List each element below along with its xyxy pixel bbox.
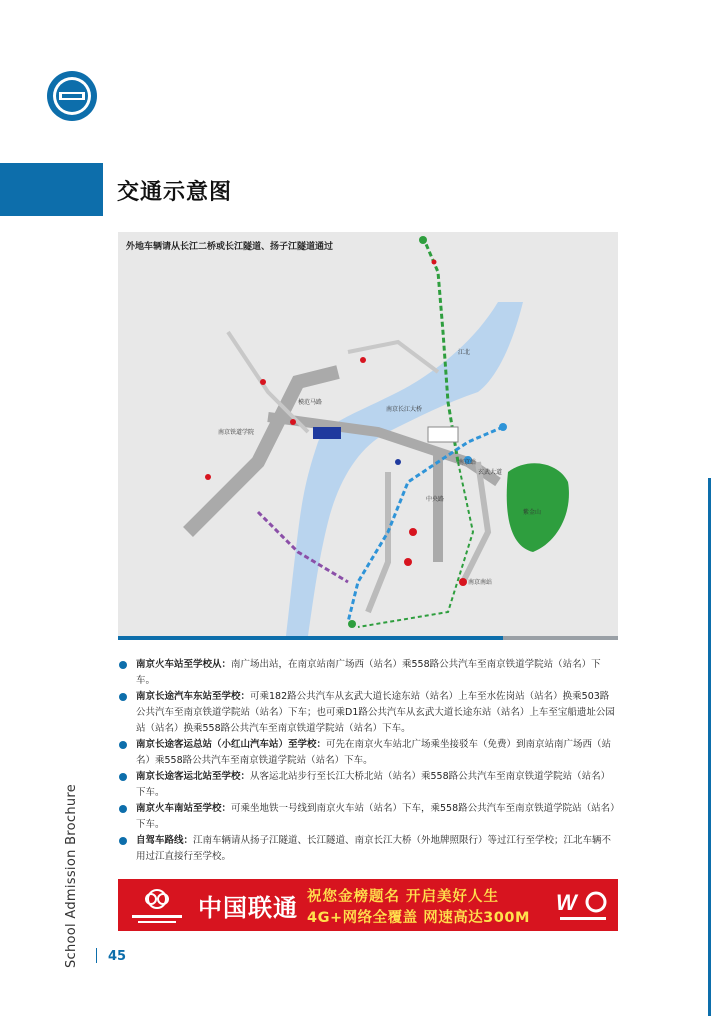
side-brochure-text: School Admission Brochure bbox=[64, 783, 79, 968]
bullet-icon bbox=[119, 741, 127, 749]
title-accent-bar bbox=[0, 163, 103, 216]
ad-slogan-line1: 祝您金榜题名 开启美好人生 bbox=[307, 889, 500, 905]
map-label-zijin: 紫金山 bbox=[523, 509, 542, 516]
map-label-zhongyang: 中央路 bbox=[426, 496, 445, 503]
map-bottom-rule bbox=[118, 636, 618, 640]
wo-logo-icon bbox=[554, 884, 612, 926]
list-item: 自驾车路线：江南车辆请从扬子江隧道、长江隧道、南京长江大桥（外地牌照限行）等过江行至学校；江北车辆不用过江直接行至学校。 bbox=[118, 833, 618, 865]
bullet-icon bbox=[119, 837, 127, 845]
map-label-south-station: 南京南站 bbox=[468, 579, 493, 586]
map-label-station: 南京站 bbox=[458, 459, 477, 466]
page-number: 45 bbox=[108, 949, 127, 964]
map-label-bridge: 南京长江大桥 bbox=[386, 406, 423, 413]
svg-text:W: W bbox=[556, 890, 577, 915]
list-item: 南京长途客运北站至学校：从客运北站步行至长江大桥北站（站名）乘558路公共汽车至南京铁道学院站（站名）下车。 bbox=[118, 769, 618, 801]
unicom-ad-banner[interactable] bbox=[118, 879, 618, 931]
school-emblem-icon bbox=[46, 70, 98, 122]
bullet-icon bbox=[119, 693, 127, 701]
map-label-destination: 南京铁道学院 bbox=[218, 429, 255, 436]
page-number-separator bbox=[96, 948, 97, 963]
bullet-icon bbox=[119, 773, 127, 781]
map-label-mofan: 模范马路 bbox=[298, 399, 323, 406]
map-drawing bbox=[118, 232, 618, 636]
map-note: 外地车辆请从长江二桥或长江隧道、扬子江隧道通过 bbox=[126, 242, 334, 252]
map-label-jiangbei: 江北 bbox=[458, 349, 471, 356]
unicom-knot-icon bbox=[124, 883, 190, 927]
map-label-xuanwu: 玄武大道 bbox=[478, 469, 503, 476]
ad-slogan-line2: 4G+网络全覆盖 网速高达300M bbox=[307, 910, 530, 926]
bullet-icon bbox=[119, 805, 127, 813]
bullet-icon bbox=[119, 661, 127, 669]
list-item: 南京火车站至学校从：南广场出站，在南京站南广场西（站名）乘558路公共汽车至南京铁道学院站（站名）下车。 bbox=[118, 657, 618, 689]
page-title: 交通示意图 bbox=[117, 180, 233, 205]
ad-brand: 中国联通 bbox=[198, 894, 298, 922]
directions-list bbox=[118, 657, 618, 865]
list-item: 南京火车南站至学校：可乘坐地铁一号线到南京火车站（站名）下车，乘558路公共汽车至南京铁道学院站（站名）下车。 bbox=[118, 801, 618, 833]
list-item: 南京长途汽车东站至学校：可乘182路公共汽车从玄武大道长途东站（站名）上车至水佐岗站（站名）换乘503路公共汽车至南京铁道学院站（站名）下车；也可乘D1路公共汽车从玄武大道长途东站（站名）上车至宝船遗址公园站（站名）换乘558路公共汽车至南京铁道学院站（站名）下车。 bbox=[118, 689, 618, 737]
transport-map bbox=[118, 232, 618, 636]
list-item: 南京长途客运总站（小红山汽车站）至学校：可先在南京火车站北广场乘坐接驳车（免费）到南京站南广场西（站名）乘558路公共汽车至南京铁道学院站（站名）下车。 bbox=[118, 737, 618, 769]
destination-marker bbox=[313, 427, 341, 439]
